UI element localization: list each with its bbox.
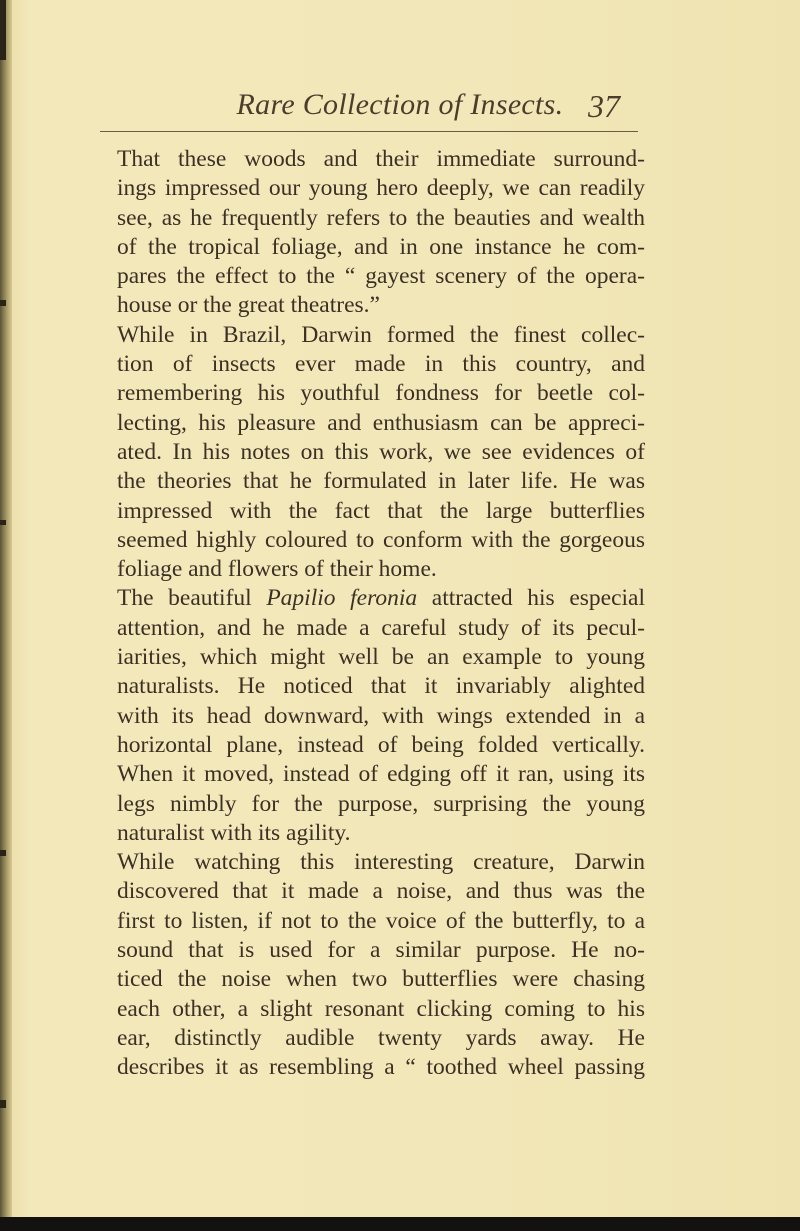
text-line: house or the great theatres.” xyxy=(117,292,380,319)
text-line: remembering his youthful fondness for beetle col- xyxy=(117,380,645,407)
text-line-with-species xyxy=(117,584,645,613)
text-segment: The beautiful xyxy=(117,585,267,612)
text-line: seemed highly coloured to conform with the gorgeous xyxy=(117,526,645,553)
text-line: first to listen, if not to the voice of the butterfly, to a xyxy=(117,907,645,934)
text-line: describes it as resembling a “ toothed wheel passing xyxy=(117,1054,645,1081)
text-line: tion of insects ever made in this country, and xyxy=(117,351,645,378)
text-line: of the tropical foliage, and in one instance he com- xyxy=(117,233,645,260)
running-head-title: Rare Collection of Insects. xyxy=(236,88,564,121)
text-line: impressed with the fact that the large butterflies xyxy=(117,497,645,524)
text-line: naturalist with its agility. xyxy=(117,819,351,846)
text-line: the theories that he formulated in later life. He was xyxy=(117,468,645,495)
text-line: ticed the noise when two butterflies were chasing xyxy=(117,966,645,993)
book-spine-shadow xyxy=(0,0,12,1231)
page-number: 37 xyxy=(588,88,620,124)
text-line: each other, a slight resonant clicking coming to his xyxy=(117,995,645,1022)
text-segment: attracted his especial xyxy=(417,585,645,612)
spine-mark xyxy=(0,300,6,306)
spine-mark xyxy=(0,520,6,525)
text-line: foliage and flowers of their home. xyxy=(117,556,437,583)
text-line: iarities, which might well be an example to young xyxy=(117,644,645,671)
text-line: When it moved, instead of edging off it ran, using its xyxy=(117,761,645,788)
header-rule xyxy=(100,131,638,132)
text-line: That these woods and their immediate surround- xyxy=(117,146,645,172)
text-line: attention, and he made a careful study of its pecul- xyxy=(117,614,645,641)
text-line: lecting, his pleasure and enthusiasm can be appreci- xyxy=(117,409,645,436)
text-line: ear, distinctly audible twenty yards away. He xyxy=(117,1024,645,1051)
spine-mark xyxy=(0,0,6,60)
body-text xyxy=(117,145,645,1083)
text-line: see, as he frequently refers to the beauties and wealth xyxy=(117,204,645,231)
text-line: ings impressed our young hero deeply, we can readily xyxy=(117,175,645,202)
running-head xyxy=(0,88,800,128)
text-line: While watching this interesting creature, Darwin xyxy=(117,849,645,876)
text-line: While in Brazil, Darwin formed the finest collec- xyxy=(117,321,645,348)
text-line: sound that is used for a similar purpose. He no- xyxy=(117,937,645,964)
text-line: with its head downward, with wings extended in a xyxy=(117,702,645,729)
text-line: ated. In his notes on this work, we see evidences of xyxy=(117,438,645,465)
spine-mark xyxy=(0,1100,6,1108)
species-name: Papilio feronia xyxy=(266,585,418,612)
spine-mark xyxy=(0,850,6,856)
text-line: discovered that it made a noise, and thus was the xyxy=(117,878,645,905)
text-line: naturalists. He noticed that it invariably alighted xyxy=(117,673,645,700)
text-line: legs nimbly for the purpose, surprising the young xyxy=(117,790,645,817)
text-line: pares the effect to the “ gayest scenery of the opera- xyxy=(117,263,645,290)
text-line: horizontal plane, instead of being folded vertically. xyxy=(117,731,645,758)
page-bottom-edge xyxy=(0,1217,800,1231)
